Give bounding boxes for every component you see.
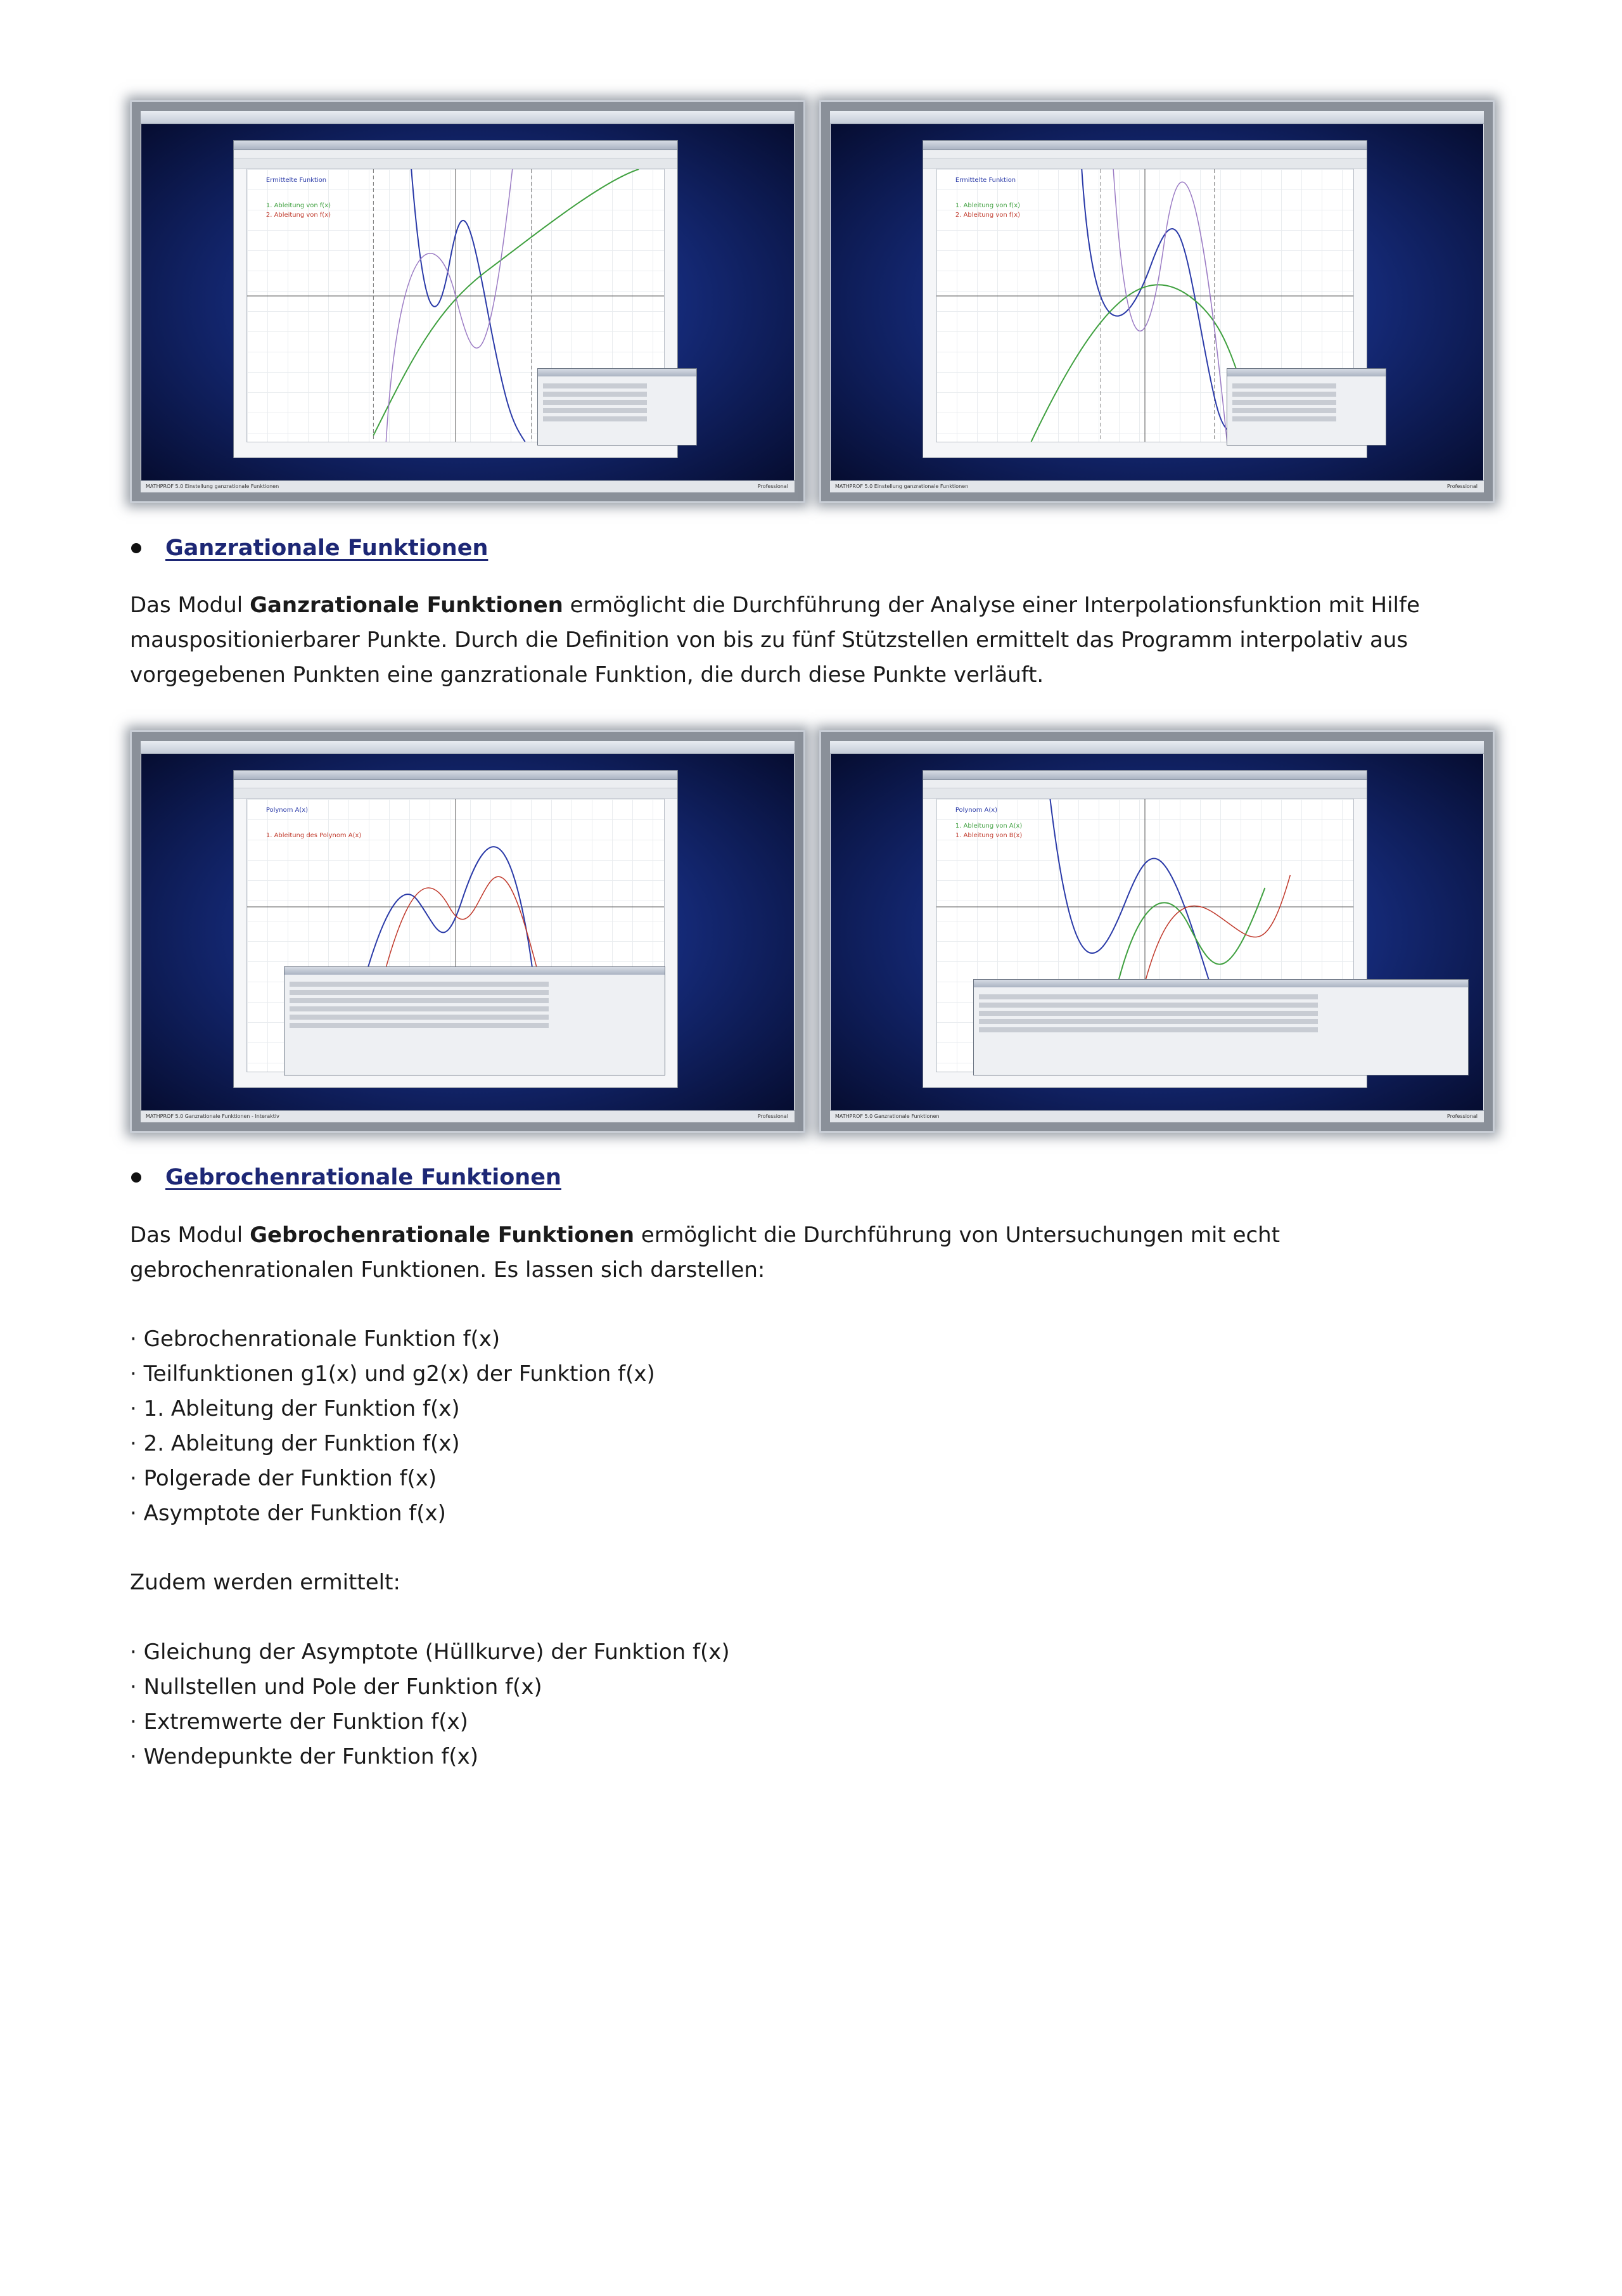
svg-text:1. Ableitung von f(x): 1. Ableitung von f(x): [265, 202, 331, 210]
svg-text:1. Ableitung von B(x): 1. Ableitung von B(x): [955, 831, 1023, 840]
screenshot-interpolation-right: [819, 100, 1495, 503]
svg-text:2. Ableitung von f(x): 2. Ableitung von f(x): [265, 211, 331, 219]
screenshot-options-panel: [973, 979, 1469, 1075]
list-item: · Nullstellen und Pole der Funktion f(x): [130, 1674, 542, 1700]
list-item: · Extremwerte der Funktion f(x): [130, 1709, 468, 1735]
screenshot-statusbar: MATHPROF 5.0 Ganzrationale Funktionen - Interaktiv Professional: [141, 1110, 795, 1122]
link-gebrochenrationale-funktionen[interactable]: Gebrochenrationale Funktionen: [165, 1165, 561, 1190]
screenshot-row-1: [130, 100, 1492, 506]
screenshot-interpolation-left: [130, 100, 805, 503]
list-darstellungen: [130, 1322, 655, 1531]
svg-text:2. Ableitung von f(x): 2. Ableitung von f(x): [955, 211, 1020, 219]
screenshot-titlebar: [830, 111, 1484, 124]
list-item: · 1. Ableitung der Funktion f(x): [130, 1396, 460, 1421]
section-heading-gebrochenrationale: [130, 1165, 561, 1190]
svg-text:Polynom A(x): Polynom A(x): [265, 806, 309, 814]
list-item: · Gleichung der Asymptote (Hüllkurve) der Funktion f(x): [130, 1639, 730, 1665]
screenshot-statusbar: MATHPROF 5.0 Einstellung ganzrationale Funktionen Professional: [141, 480, 795, 492]
svg-text:Ermittelte Funktion: Ermittelte Funktion: [955, 176, 1016, 184]
list-item: · 2. Ableitung der Funktion f(x): [130, 1431, 460, 1456]
list-item: · Polgerade der Funktion f(x): [130, 1466, 437, 1491]
paragraph-gebrochenrationale: Das Modul Gebrochenrationale Funktionen ermöglicht die Durchführung von Untersuchungen mit echt gebrochenrationalen Funktionen. Es lassen sich darstellen:: [130, 1222, 1280, 1283]
svg-text:1. Ableitung des Polynom A(x): 1. Ableitung des Polynom A(x): [265, 831, 362, 840]
screenshot-ganzrational-right: [819, 730, 1495, 1133]
svg-text:Polynom A(x): Polynom A(x): [955, 806, 998, 814]
screenshot-titlebar: [830, 741, 1484, 754]
svg-text:Ermittelte Funktion: Ermittelte Funktion: [265, 176, 327, 184]
screenshot-titlebar: [141, 111, 795, 124]
list-item: · Asymptote der Funktion f(x): [130, 1501, 446, 1526]
screenshot-options-panel: [284, 966, 665, 1075]
screenshot-statusbar: MATHPROF 5.0 Einstellung ganzrationale Funktionen Professional: [830, 480, 1484, 492]
svg-text:1. Ableitung von A(x): 1. Ableitung von A(x): [955, 822, 1023, 830]
paragraph-zudem: Zudem werden ermittelt:: [130, 1570, 400, 1595]
list-item: · Teilfunktionen g1(x) und g2(x) der Funktion f(x): [130, 1361, 655, 1387]
link-ganzrationale-funktionen[interactable]: Ganzrationale Funktionen: [165, 536, 489, 561]
list-ermittelt: [130, 1635, 730, 1774]
screenshot-row-2: [130, 730, 1492, 1136]
list-item: · Wendepunkte der Funktion f(x): [130, 1744, 478, 1769]
screenshot-titlebar: [141, 741, 795, 754]
list-item: · Gebrochenrationale Funktion f(x): [130, 1326, 501, 1352]
bullet-icon: [131, 1172, 141, 1183]
bullet-icon: [131, 543, 141, 553]
screenshot-options-panel: [1227, 368, 1386, 446]
screenshot-options-panel: [537, 368, 697, 446]
screenshot-statusbar: MATHPROF 5.0 Ganzrationale Funktionen Professional: [830, 1110, 1484, 1122]
paragraph-ganzrationale: Das Modul Ganzrationale Funktionen ermöglicht die Durchführung der Analyse einer Interpolationsfunktion mit Hilfe mauspositionierbarer Punkte. Durch die Definition von bis zu fünf Stützstellen ermittelt das Programm interpolativ aus vorgegebenen Punkten eine ganzrationale Funktion, die durch diese Punkte verläuft.: [130, 593, 1420, 688]
section-heading-ganzrationale: [130, 536, 488, 561]
svg-text:1. Ableitung von f(x): 1. Ableitung von f(x): [955, 202, 1020, 210]
screenshot-ganzrational-left: [130, 730, 805, 1133]
